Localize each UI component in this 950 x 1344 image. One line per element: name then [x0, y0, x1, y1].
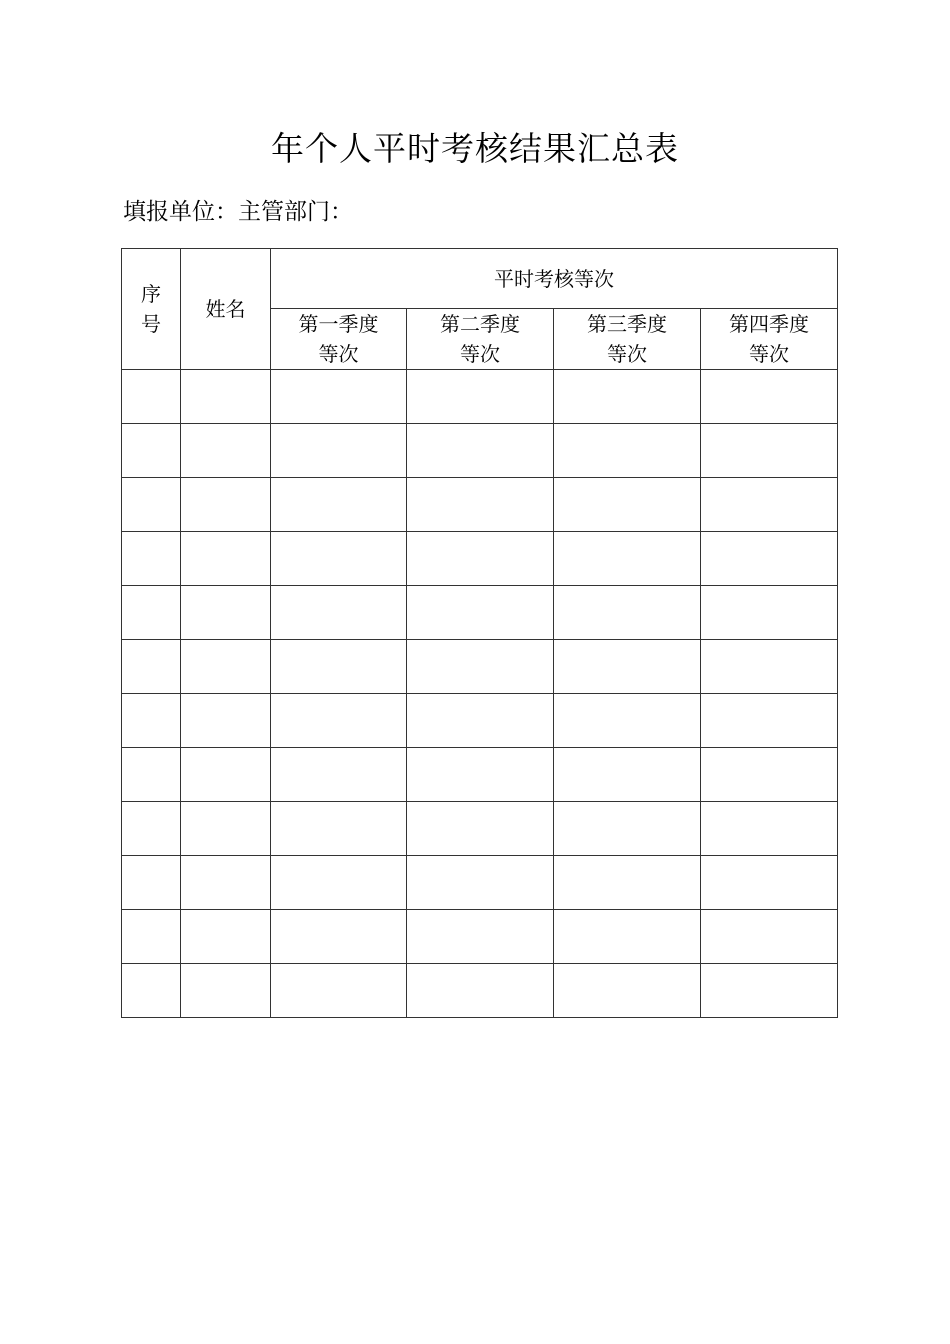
- header-seq: [122, 249, 181, 370]
- table-row: [122, 748, 838, 802]
- header-quarter-4-line1: 第四季度: [729, 312, 809, 336]
- cell-quarter-2: [407, 694, 554, 748]
- cell-quarter-2: [407, 424, 554, 478]
- cell-quarter-2: [407, 748, 554, 802]
- cell-name: [181, 586, 271, 640]
- cell-quarter-1: [271, 424, 407, 478]
- table-row: [122, 694, 838, 748]
- table-body: [122, 370, 838, 1018]
- header-seq-line2: 号: [141, 312, 161, 336]
- cell-seq: [122, 748, 181, 802]
- table-row: [122, 964, 838, 1018]
- dept-label: 主管部门：: [238, 199, 353, 225]
- cell-quarter-3: [554, 748, 701, 802]
- cell-quarter-2: [407, 532, 554, 586]
- cell-quarter-1: [271, 694, 407, 748]
- cell-quarter-3: [554, 856, 701, 910]
- cell-name: [181, 532, 271, 586]
- cell-quarter-1: [271, 748, 407, 802]
- table-row: [122, 370, 838, 424]
- header-row-top: [122, 249, 838, 309]
- cell-seq: [122, 910, 181, 964]
- cell-name: [181, 964, 271, 1018]
- header-quarter-3-line1: 第三季度: [587, 312, 667, 336]
- cell-seq: [122, 478, 181, 532]
- header-quarter-1-line1: 第一季度: [298, 312, 379, 336]
- cell-quarter-4: [701, 802, 838, 856]
- header-quarter-2: [407, 309, 554, 370]
- table-row: [122, 640, 838, 694]
- cell-seq: [122, 856, 181, 910]
- cell-name: [181, 856, 271, 910]
- table-row: [122, 910, 838, 964]
- cell-name: [181, 370, 271, 424]
- cell-quarter-2: [407, 478, 554, 532]
- cell-quarter-1: [271, 478, 407, 532]
- cell-quarter-1: [271, 910, 407, 964]
- cell-quarter-1: [271, 802, 407, 856]
- header-quarter-3-line2: 等次: [607, 342, 647, 366]
- cell-quarter-2: [407, 910, 554, 964]
- cell-quarter-4: [701, 586, 838, 640]
- header-quarter-1-line2: 等次: [318, 342, 359, 366]
- cell-quarter-3: [554, 640, 701, 694]
- cell-name: [181, 748, 271, 802]
- cell-seq: [122, 694, 181, 748]
- table-row: [122, 802, 838, 856]
- cell-quarter-1: [271, 532, 407, 586]
- fill-unit-line: [123, 192, 353, 232]
- cell-quarter-1: [271, 964, 407, 1018]
- cell-name: [181, 694, 271, 748]
- header-name: 姓名: [181, 249, 271, 370]
- cell-quarter-2: [407, 640, 554, 694]
- table-row: [122, 532, 838, 586]
- cell-quarter-3: [554, 910, 701, 964]
- cell-name: [181, 478, 271, 532]
- header-quarter-4: [701, 309, 838, 370]
- table-row: [122, 586, 838, 640]
- cell-quarter-4: [701, 694, 838, 748]
- assessment-summary-table: [121, 248, 838, 1018]
- cell-quarter-1: [271, 586, 407, 640]
- header-quarter-1: [271, 309, 407, 370]
- cell-quarter-4: [701, 964, 838, 1018]
- cell-seq: [122, 370, 181, 424]
- cell-quarter-2: [407, 802, 554, 856]
- page-title: 年个人平时考核结果汇总表: [271, 129, 679, 168]
- table-row: [122, 856, 838, 910]
- cell-quarter-3: [554, 424, 701, 478]
- cell-quarter-4: [701, 478, 838, 532]
- cell-seq: [122, 532, 181, 586]
- header-quarter-3: [554, 309, 701, 370]
- cell-seq: [122, 424, 181, 478]
- cell-quarter-4: [701, 532, 838, 586]
- header-quarter-2-line2: 等次: [460, 342, 500, 366]
- fill-unit-label: 填报单位：: [123, 199, 238, 225]
- cell-quarter-3: [554, 964, 701, 1018]
- cell-quarter-3: [554, 532, 701, 586]
- cell-quarter-4: [701, 640, 838, 694]
- cell-quarter-1: [271, 856, 407, 910]
- cell-quarter-3: [554, 802, 701, 856]
- header-seq-line1: 序: [141, 282, 161, 306]
- cell-quarter-4: [701, 370, 838, 424]
- cell-seq: [122, 640, 181, 694]
- cell-quarter-4: [701, 856, 838, 910]
- cell-name: [181, 802, 271, 856]
- cell-quarter-1: [271, 370, 407, 424]
- cell-quarter-2: [407, 370, 554, 424]
- header-quarter-4-line2: 等次: [749, 342, 789, 366]
- cell-quarter-3: [554, 694, 701, 748]
- cell-quarter-3: [554, 586, 701, 640]
- cell-name: [181, 910, 271, 964]
- cell-quarter-2: [407, 586, 554, 640]
- cell-quarter-4: [701, 910, 838, 964]
- table-row: [122, 478, 838, 532]
- header-group-assessment: 平时考核等次: [271, 249, 838, 309]
- cell-quarter-4: [701, 424, 838, 478]
- cell-name: [181, 424, 271, 478]
- cell-quarter-2: [407, 964, 554, 1018]
- cell-quarter-3: [554, 478, 701, 532]
- cell-seq: [122, 802, 181, 856]
- cell-quarter-3: [554, 370, 701, 424]
- header-quarter-2-line1: 第二季度: [440, 312, 520, 336]
- cell-quarter-1: [271, 640, 407, 694]
- table-row: [122, 424, 838, 478]
- cell-seq: [122, 964, 181, 1018]
- cell-name: [181, 640, 271, 694]
- cell-quarter-4: [701, 748, 838, 802]
- cell-seq: [122, 586, 181, 640]
- cell-quarter-2: [407, 856, 554, 910]
